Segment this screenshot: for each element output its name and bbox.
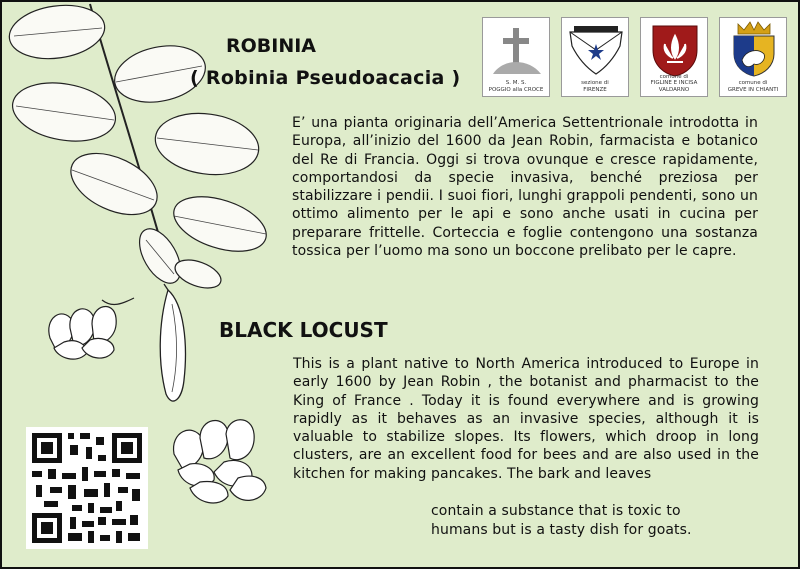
logo-greve-chianti: comune di GREVE IN CHIANTI [719, 17, 787, 97]
logo-sms-poggio: S. M. S. POGGIO alla CROCE [482, 17, 550, 97]
title-italian: ROBINIA [226, 35, 317, 57]
description-english-main: This is a plant native to North America introduced to Europe in early 1600 by Jean Robin , the botanist and pharmacist to the King of France . Today it is found everywhere and is growing rapidly as it behaves as an invasive species, although it is valuable to stabilize slopes. Its flowers, which droop in long clusters, are an excellent food for bees and are also used in the kitchen for making pancakes. The bark and leaves [293, 356, 759, 482]
flower-cluster-illustration-center [170, 414, 280, 524]
title-english: BLACK LOCUST [219, 318, 388, 342]
cai-star-shield-icon [562, 22, 630, 78]
logo-figline-incisa: comune di FIGLINE E INCISA VALDARNO [640, 17, 708, 97]
flower-cluster-illustration-left [42, 298, 142, 368]
description-english-end-2: humans but is a tasty dish for goats. [431, 522, 692, 538]
logo-cai-firenze: sezione di FIRENZE [561, 17, 629, 97]
description-english [293, 355, 759, 483]
crowned-shield-icon [720, 20, 788, 76]
qr-code-pattern [26, 427, 148, 549]
seed-pod-illustration [154, 284, 194, 414]
description-english-end-1: contain a substance that is toxic to [431, 503, 681, 519]
cross-monument-icon [483, 22, 551, 78]
description-italian: E’ una pianta originaria dell’America Settentrionale introdotta in Europa, all’inizio del 1600 da Jean Robin, farmacista e botanico del Re di Francia. Oggi si trova ovunque e cresce rapidamente, comportandosi da specie invasiva, benché preziosa per stabilizzare i pendii. I suoi fiori, lunghi grappoli pendenti, sono un ottimo alimento per le api e sono anche usati in cucina per preparare frittelle. Corteccia e foglie contengono una sostanza tossica per l’uomo ma sono un boccone prelibato per le capre. [292, 115, 758, 260]
lily-shield-icon [641, 22, 709, 78]
subtitle-latin-name: ( Robinia Pseudoacacia ) [190, 67, 461, 89]
qr-code-icon[interactable] [26, 427, 148, 549]
